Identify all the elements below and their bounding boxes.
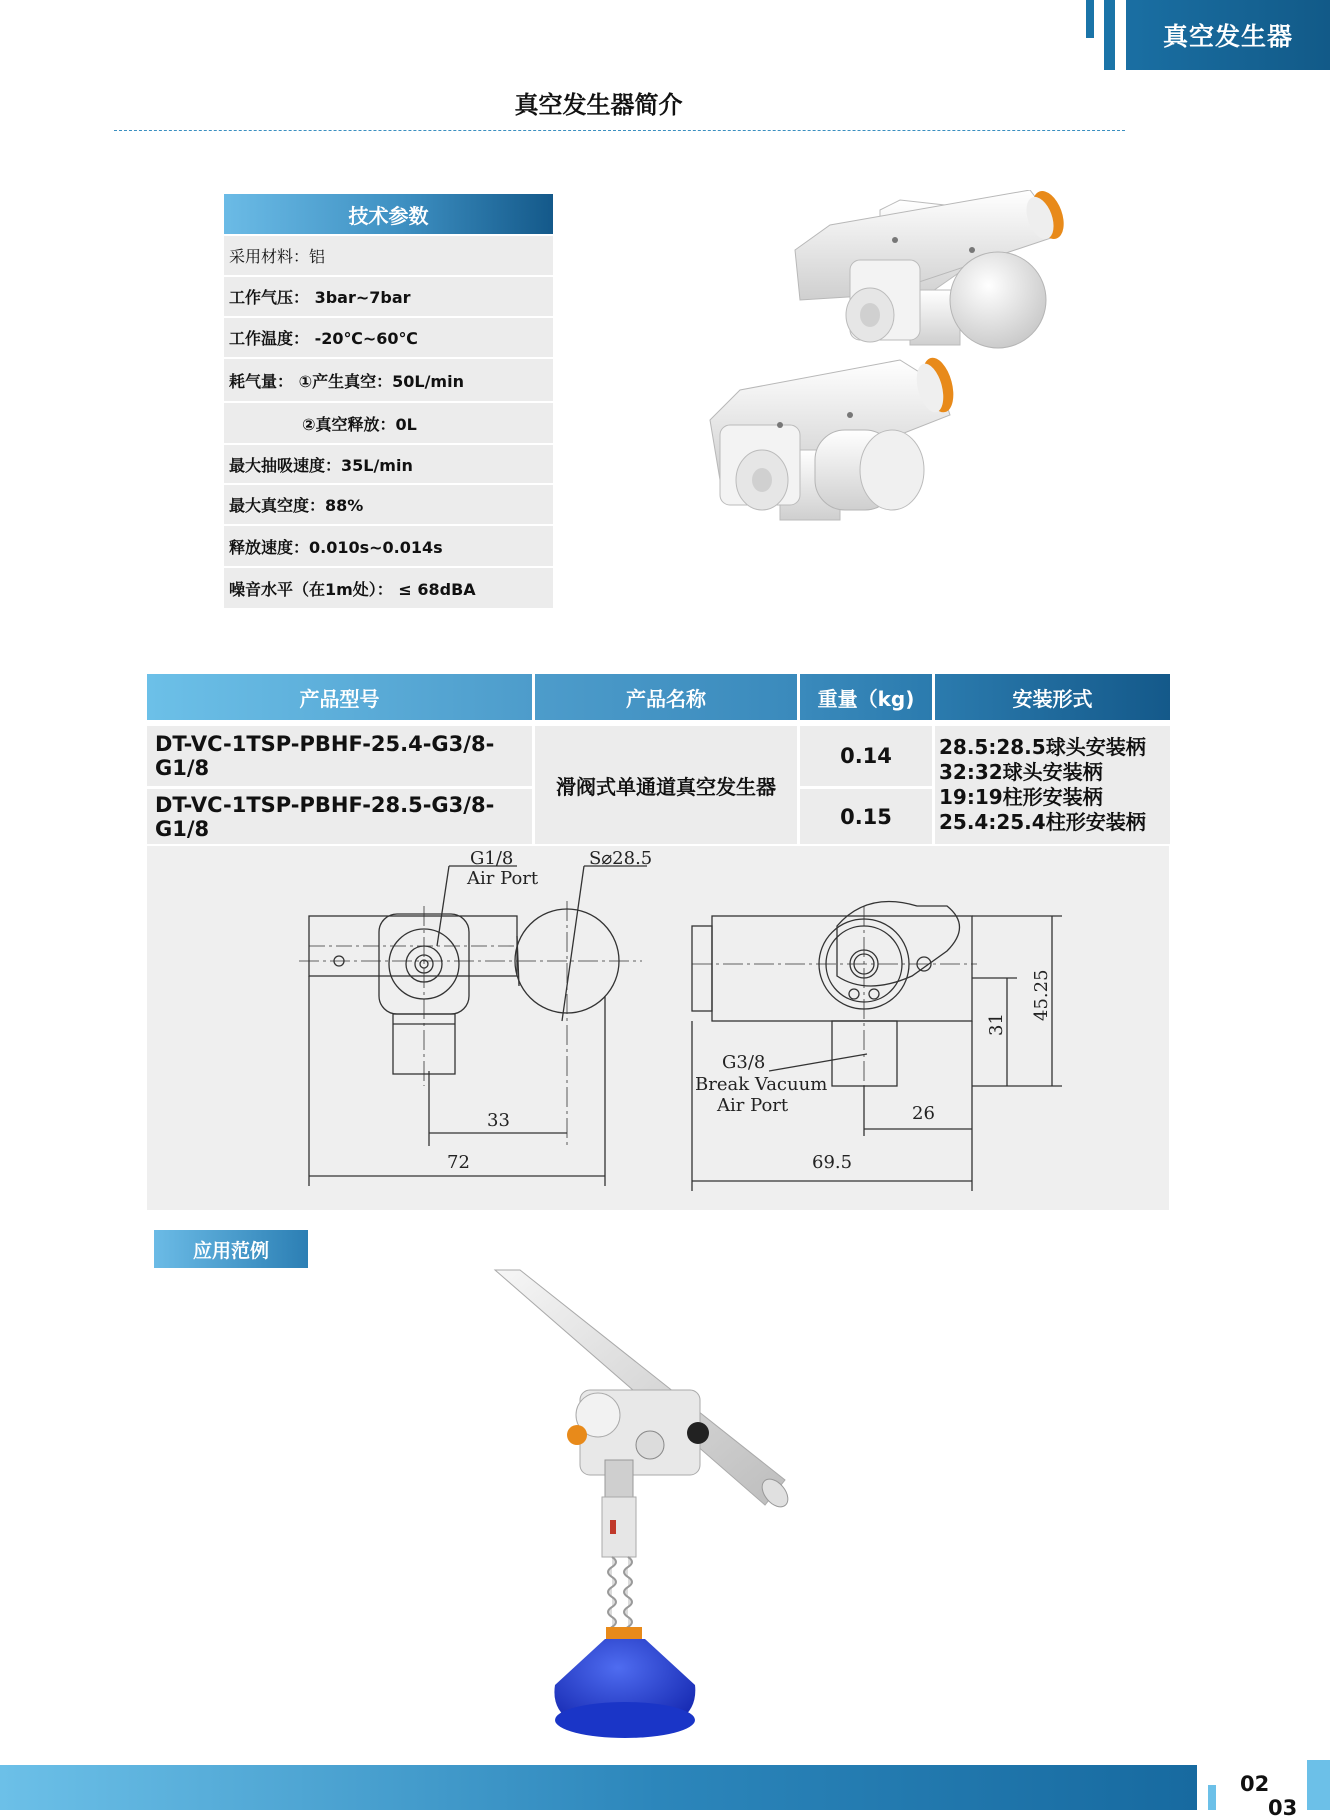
page-title: 真空发生器简介 — [514, 91, 683, 119]
mount-type-item: 19:19柱形安装柄 — [939, 785, 1103, 809]
spec-row: 工作温度： -20℃~60℃ — [224, 316, 553, 357]
footer-bar — [0, 1765, 1197, 1810]
section-title-tab: 真空发生器 — [1126, 0, 1330, 70]
ball-head-unit — [795, 190, 1070, 348]
header-accent-stripe — [1104, 0, 1115, 70]
mount-type-item: 28.5:28.5球头安装柄 — [939, 735, 1146, 759]
dim-26: 26 — [912, 1103, 935, 1124]
spec-row: 最大抽吸速度：35L/min — [224, 443, 553, 483]
spec-table-heading: 技术参数 — [224, 194, 553, 234]
spec-row: 工作气压： 3bar~7bar — [224, 275, 553, 316]
table-header-weight: 重量（kg) — [800, 674, 932, 720]
drawing-label-g18: G1/8 — [470, 848, 514, 869]
dim-72: 72 — [447, 1152, 470, 1173]
spec-row: 噪音水平（在1m处）： ≤ 68dBA — [224, 566, 553, 608]
footer-accent-stripe — [1307, 1760, 1330, 1810]
drawing-label-break-vacuum: Break Vacuum — [695, 1074, 828, 1095]
spec-row: 耗气量： ①产生真空：50L/min — [224, 357, 553, 401]
page-number: 02 — [1240, 1772, 1270, 1796]
title-divider — [114, 130, 1125, 131]
spec-row: 采用材料：铝 — [224, 234, 553, 275]
mount-type-item: 32:32球头安装柄 — [939, 760, 1103, 784]
vacuum-generator-render — [700, 190, 1140, 600]
dim-69-5: 69.5 — [812, 1152, 853, 1173]
drawing-label-air-port: Air Port — [467, 868, 539, 889]
model-cell: DT-VC-1TSP-PBHF-25.4-G3/8-G1/8 — [147, 726, 532, 786]
application-example-tag: 应用范例 — [154, 1230, 308, 1268]
dim-31: 31 — [986, 1013, 1007, 1036]
page-number-next: 03 — [1268, 1796, 1298, 1820]
spec-table — [224, 194, 553, 608]
weight-cell: 0.14 — [800, 726, 932, 786]
table-header-mount: 安装形式 — [935, 674, 1170, 720]
spec-row: 释放速度：0.010s~0.014s — [224, 524, 553, 566]
table-header-name: 产品名称 — [535, 674, 797, 720]
mount-type-cell — [935, 726, 1170, 844]
weight-cell: 0.15 — [800, 789, 932, 844]
cylinder-unit — [710, 354, 959, 520]
model-cell: DT-VC-1TSP-PBHF-28.5-G3/8-G1/8 — [147, 789, 532, 844]
table-header-model: 产品型号 — [147, 674, 532, 720]
spec-row: ②真空释放：0L — [224, 401, 553, 443]
product-name-cell: 滑阀式单通道真空发生器 — [535, 726, 797, 844]
application-example-render — [480, 1265, 800, 1745]
drawing-label-air-port-2: Air Port — [717, 1095, 789, 1116]
spec-row: 最大真空度：88% — [224, 483, 553, 524]
footer-accent-stripe — [1208, 1785, 1216, 1810]
drawing-label-g38: G3/8 — [722, 1052, 766, 1073]
drawing-label-sphere: S⌀28.5 — [589, 848, 653, 869]
header-accent-stripe — [1086, 0, 1094, 38]
technical-drawing — [147, 846, 1169, 1210]
mount-type-item: 25.4:25.4柱形安装柄 — [939, 810, 1146, 834]
dim-45-25: 45.25 — [1031, 969, 1052, 1021]
dim-33: 33 — [487, 1110, 510, 1131]
